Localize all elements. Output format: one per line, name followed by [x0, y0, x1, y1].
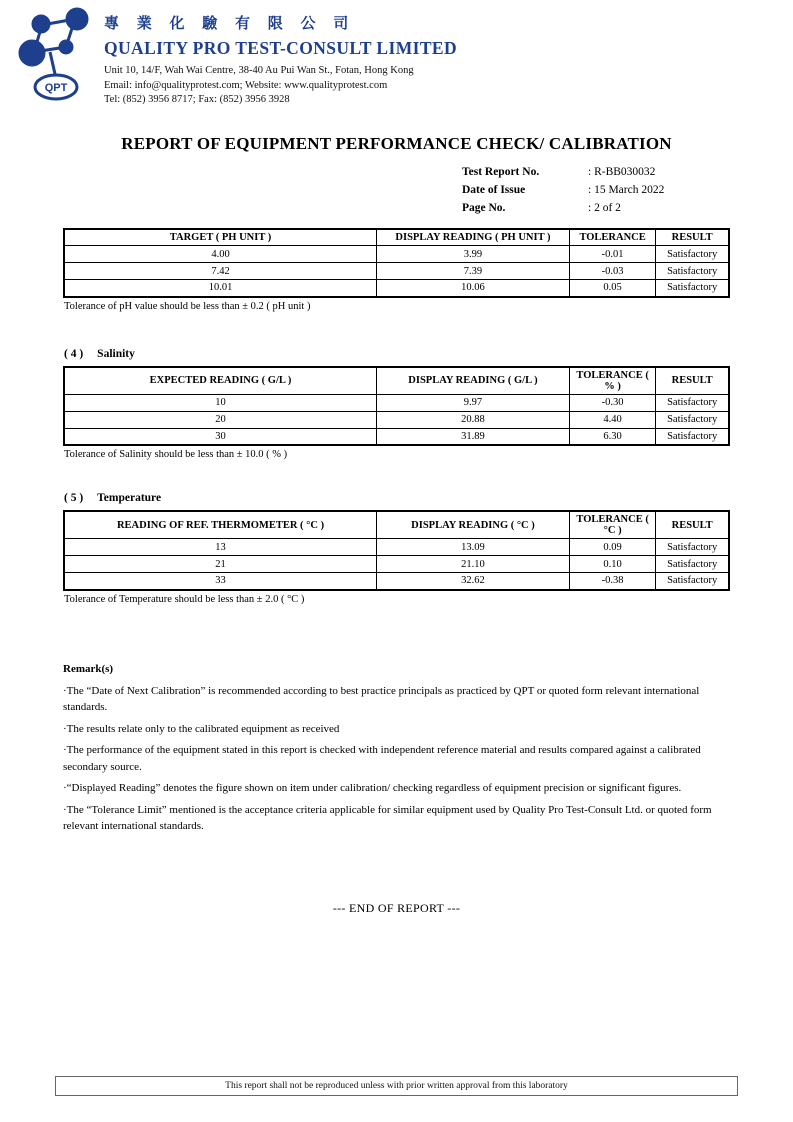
ph-results-table — [63, 228, 730, 298]
table-row — [64, 280, 729, 297]
table-row — [64, 394, 729, 411]
remarks-section — [63, 663, 730, 835]
table-cell: 20 — [64, 411, 377, 428]
info-label: Page No. — [462, 201, 506, 214]
remark-item: ·The performance of the equipment stated in this report is checked with independent reference material and results compared against a calibrated secondary source. — [63, 744, 701, 773]
table-cell: 13 — [64, 539, 377, 556]
address-line: Unit 10, 14/F, Wah Wai Centre, 38-40 Au Pui Wan St., Fotan, Hong Kong — [104, 65, 414, 76]
end-of-report-marker: --- END OF REPORT --- — [332, 900, 461, 915]
remark-item: ·The “Tolerance Limit” mentioned is the acceptance criteria applicable for similar equipment used by Quality Pro Test-Consult Ltd. or quoted form relevant international standards. — [63, 803, 712, 832]
contact-line-tel-fax: Tel: (852) 3956 8717; Fax: (852) 3956 3928 — [104, 94, 290, 106]
table-cell: 31.89 — [377, 428, 570, 445]
column-header: DISPLAY READING ( PH UNIT ) — [377, 229, 570, 246]
table-cell: 0.05 — [569, 280, 655, 297]
table-cell: -0.30 — [569, 394, 655, 411]
section-number: ( 5 ) — [64, 492, 84, 504]
table-cell: Satisfactory — [656, 556, 729, 573]
section-title: Temperature — [97, 492, 162, 504]
info-row-report-no — [462, 164, 793, 182]
info-value: : R-BB030032 — [588, 166, 656, 179]
info-row-page-no — [462, 200, 793, 218]
table-row — [64, 263, 729, 280]
table-cell: 32.62 — [377, 573, 570, 590]
table-cell: 10.01 — [64, 280, 377, 297]
section-heading-temperature — [64, 492, 793, 504]
letterhead-text — [104, 12, 793, 108]
table-cell: Satisfactory — [656, 280, 729, 297]
table-cell: 6.30 — [569, 428, 655, 445]
table-cell: 20.88 — [377, 411, 570, 428]
info-value: : 15 March 2022 — [588, 183, 665, 196]
table-row — [64, 246, 729, 263]
table-header-row — [64, 367, 729, 395]
ph-tolerance-note: Tolerance of pH value should be less than ± 0.2 ( pH unit ) — [64, 300, 311, 312]
table-cell: 0.10 — [569, 556, 655, 573]
table-cell: Satisfactory — [656, 263, 729, 280]
table-cell: Satisfactory — [656, 411, 729, 428]
temperature-tolerance-note: Tolerance of Temperature should be less than ± 2.0 ( °C ) — [64, 593, 305, 605]
info-row-date-of-issue — [462, 182, 793, 200]
contact-line-email-website: Email: info@qualityprotest.com; Website: www.qualityprotest.com — [104, 79, 388, 91]
table-cell: -0.38 — [569, 573, 655, 590]
letterhead — [0, 0, 793, 108]
column-header: EXPECTED READING ( G/L ) — [64, 367, 377, 395]
table-cell: 0.09 — [569, 539, 655, 556]
table-cell: -0.03 — [569, 263, 655, 280]
qpt-logo — [16, 6, 96, 109]
column-header: RESULT — [656, 511, 729, 539]
column-header: TOLERANCE ( % ) — [569, 367, 655, 395]
table-cell: Satisfactory — [656, 394, 729, 411]
table-cell: 7.42 — [64, 263, 377, 280]
table-cell: 33 — [64, 573, 377, 590]
molecule-logo-icon — [16, 6, 96, 104]
report-title: REPORT OF EQUIPMENT PERFORMANCE CHECK/ CALIBRATION — [121, 134, 672, 154]
table-row — [64, 556, 729, 573]
temperature-results-table — [63, 510, 730, 591]
section-number: ( 4 ) — [64, 347, 84, 360]
table-row — [64, 428, 729, 445]
table-header-row — [64, 511, 729, 539]
table-row — [64, 411, 729, 428]
table-row — [64, 573, 729, 590]
column-header: TARGET ( PH UNIT ) — [64, 229, 377, 246]
svg-text:QPT: QPT — [44, 82, 68, 94]
column-header: TOLERANCE ( °C ) — [569, 511, 655, 539]
column-header: DISPLAY READING ( °C ) — [377, 511, 570, 539]
remark-item: ·The results relate only to the calibrated equipment as received — [63, 722, 340, 735]
column-header: RESULT — [656, 229, 729, 246]
table-cell: 4.00 — [64, 246, 377, 263]
company-name-chinese: 專 業 化 驗 有 限 公 司 — [104, 16, 356, 32]
section-heading-salinity — [64, 348, 793, 360]
remarks-list — [63, 683, 730, 835]
table-cell: 4.40 — [569, 411, 655, 428]
column-header: TOLERANCE — [569, 229, 655, 246]
table-cell: 21.10 — [377, 556, 570, 573]
info-value: : 2 of 2 — [588, 201, 621, 214]
table-cell: 10.06 — [377, 280, 570, 297]
table-cell: 30 — [64, 428, 377, 445]
table-cell: Satisfactory — [656, 539, 729, 556]
salinity-results-table — [63, 366, 730, 447]
table-cell: Satisfactory — [656, 428, 729, 445]
company-name-english: QUALITY PRO TEST-CONSULT LIMITED — [104, 38, 458, 58]
remarks-heading: Remark(s) — [63, 662, 114, 675]
table-cell: 13.09 — [377, 539, 570, 556]
table-cell: 3.99 — [377, 246, 570, 263]
table-cell: Satisfactory — [656, 246, 729, 263]
table-row — [64, 539, 729, 556]
column-header: DISPLAY READING ( G/L ) — [377, 367, 570, 395]
table-header-row — [64, 229, 729, 246]
table-cell: 10 — [64, 394, 377, 411]
table-cell: 9.97 — [377, 394, 570, 411]
remark-item: ·“Displayed Reading” denotes the figure shown on item under calibration/ checking regardless of equipment precision or significant figures. — [63, 782, 682, 794]
info-label: Date of Issue — [462, 183, 526, 196]
salinity-tolerance-note: Tolerance of Salinity should be less than ± 10.0 ( % ) — [64, 449, 288, 460]
column-header: RESULT — [656, 367, 729, 395]
info-label: Test Report No. — [462, 166, 540, 179]
table-cell: 21 — [64, 556, 377, 573]
address-block — [104, 64, 793, 108]
table-cell: Satisfactory — [656, 573, 729, 590]
footer-disclaimer: This report shall not be reproduced unless with prior written approval from this laboratory — [55, 1076, 738, 1096]
report-info-block — [462, 164, 793, 217]
table-cell: 7.39 — [377, 263, 570, 280]
remark-item: ·The “Date of Next Calibration” is recommended according to best practice principals as practiced by QPT or quoted form relevant international standards. — [63, 684, 700, 713]
table-cell: -0.01 — [569, 246, 655, 263]
section-title: Salinity — [97, 347, 135, 360]
column-header: READING OF REF. THERMOMETER ( °C ) — [64, 511, 377, 539]
